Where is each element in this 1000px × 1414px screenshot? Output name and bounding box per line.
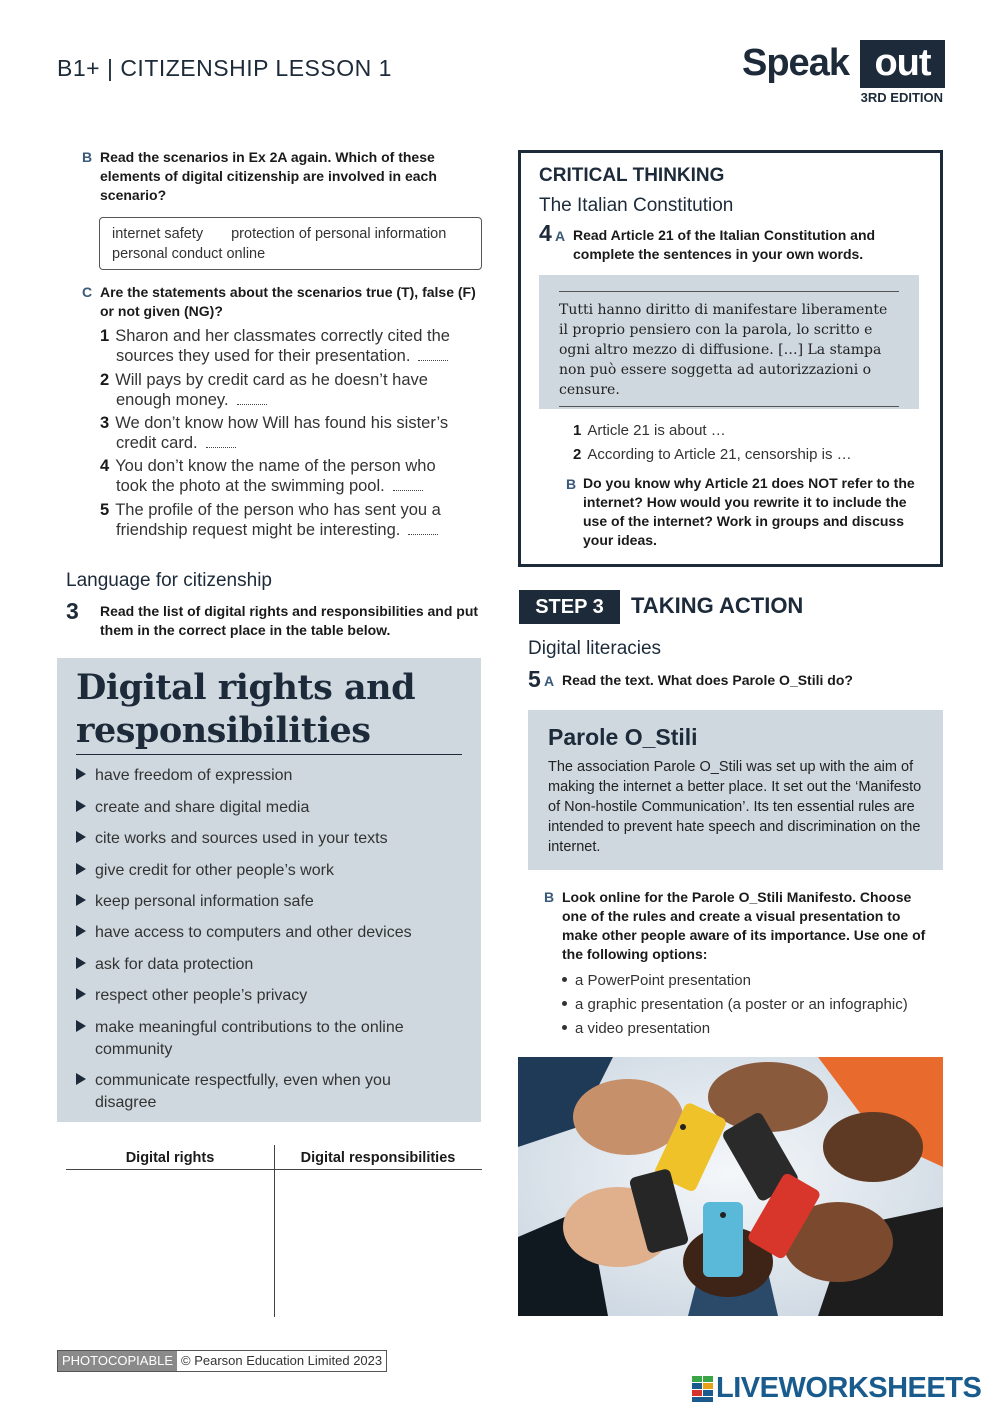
answer-blank[interactable] — [393, 490, 423, 491]
rights-list-item: keep personal information safe — [76, 891, 456, 913]
rights-list-item: make meaningful contributions to the online community — [76, 1017, 456, 1061]
logo-word-out: out — [860, 40, 945, 88]
element-option: internet safety — [112, 226, 204, 242]
step-title: TAKING ACTION — [631, 593, 804, 618]
article-quote: Tutti hanno diritto di manifestare liberamente il proprio pensiero con la parola, lo scritto e ogni altro mezzo di diffusione. […] La stampa non può essere soggetta ad autorizzazioni o censure. — [559, 291, 899, 407]
answer-blank[interactable] — [418, 360, 448, 361]
ex5a-letter: A — [544, 673, 555, 689]
rights-list-item: have access to computers and other devices — [76, 922, 456, 944]
ex4-number: 4 — [539, 220, 552, 246]
rights-table — [66, 1145, 482, 1317]
ex3-instruction: Read the list of digital rights and responsibilities and put them in the correct place in the table below. — [100, 603, 479, 638]
triangle-bullet-icon — [76, 800, 86, 812]
ex5b-instruction: Look online for the Parole O_Stili Manifesto. Choose one of the rules and create a visual presentation to make other people aware of its importance. Use one of the following options: — [562, 889, 926, 962]
statement-item: 3 We don’t know how Will has found his sister’s credit card. — [100, 414, 449, 452]
ex5-number: 5 — [528, 666, 541, 692]
bullet-dot-icon — [562, 1025, 567, 1030]
triangle-bullet-icon — [76, 1020, 86, 1032]
triangle-bullet-icon — [76, 894, 86, 906]
ex4b-letter: B — [566, 476, 577, 492]
ex2b-letter: B — [82, 149, 93, 165]
ex3-number: 3 — [66, 598, 79, 624]
rights-list-item: cite works and sources used in your texts — [76, 828, 456, 850]
statement-number: 3 — [100, 414, 110, 432]
logo-word-speak: Speak — [742, 42, 849, 84]
answer-blank[interactable] — [206, 447, 236, 448]
statement-number: 2 — [100, 371, 110, 389]
rights-panel-title: Digital rights and responsibilities — [76, 666, 462, 755]
rights-list-item: respect other people’s privacy — [76, 985, 456, 1007]
liveworksheets-logo-icon — [692, 1376, 714, 1402]
responsibilities-drop-area[interactable] — [276, 1171, 482, 1317]
triangle-bullet-icon — [76, 768, 86, 780]
ex5a-instruction: Read the text. What does Parole O_Stili do? — [562, 672, 853, 688]
statement-item: 5 The profile of the person who has sent you a friendship request might be interesting. — [100, 501, 441, 539]
statement-item: 2 Will pays by credit card as he doesn’t have enough money. — [100, 371, 428, 409]
article-quote-box — [539, 275, 919, 409]
bullet-dot-icon — [562, 1001, 567, 1006]
lesson-title: B1+ | CITIZENSHIP LESSON 1 — [57, 55, 392, 81]
language-heading: Language for citizenship — [66, 570, 272, 591]
sentence-item: 1 Article 21 is about … — [573, 422, 726, 439]
ex2b-instruction: Read the scenarios in Ex 2A again. Which of these elements of digital citizenship are involved in each scenario? — [100, 149, 437, 203]
photo-illustration — [518, 1057, 943, 1316]
ex2c-letter: C — [82, 284, 93, 300]
watermark-text: LIVEWORKSHEETS — [716, 1372, 982, 1404]
logo-edition: 3RD EDITION — [860, 90, 943, 105]
sentence-item: 2 According to Article 21, censorship is … — [573, 446, 852, 463]
speakout-logo — [742, 40, 947, 110]
triangle-bullet-icon — [76, 1073, 86, 1085]
critical-thinking-heading: CRITICAL THINKING — [539, 165, 725, 186]
critical-thinking-box — [518, 150, 943, 567]
statement-number: 4 — [100, 457, 110, 475]
footer — [57, 1350, 387, 1372]
ex4b-instruction: Do you know why Article 21 does NOT refer to the internet? How would you rewrite it to include the use of the internet? Work in groups and discuss your ideas. — [583, 475, 915, 548]
parole-title: Parole O_Stili — [548, 724, 698, 750]
elements-box — [99, 217, 482, 270]
digital-literacies-heading: Digital literacies — [528, 638, 662, 659]
rights-panel — [57, 658, 481, 1122]
bullet-dot-icon — [562, 977, 567, 982]
ex4a-letter: A — [555, 228, 566, 244]
parole-box — [528, 710, 943, 870]
rights-list-item: give credit for other people’s work — [76, 860, 456, 882]
table-divider — [274, 1145, 275, 1317]
parole-text: The association Parole O_Stili was set up with the aim of making the internet a better place. It set out the ‘Manifesto of Non-hostile Communication’. Its ten essential rules are intended to prevent hate speech and discrimination on the internet. — [548, 759, 922, 855]
triangle-bullet-icon — [76, 863, 86, 875]
ex2c-instruction: Are the statements about the scenarios true (T), false (F) or not given (NG)? — [100, 284, 476, 319]
statement-item: 1 Sharon and her classmates correctly cited the sources they used for their presentation. — [100, 327, 450, 365]
triangle-bullet-icon — [76, 831, 86, 843]
ex4a-instruction: Read Article 21 of the Italian Constitution and complete the sentences in your own words. — [573, 227, 876, 262]
statement-number: 5 — [100, 501, 110, 519]
option-item: a video presentation — [562, 1020, 710, 1037]
statement-item: 4 You don’t know the name of the person who took the photo at the swimming pool. — [100, 457, 436, 495]
rights-list-item: create and share digital media — [76, 797, 456, 819]
answer-blank[interactable] — [237, 404, 267, 405]
triangle-bullet-icon — [76, 957, 86, 969]
answer-blank[interactable] — [408, 534, 438, 535]
option-item: a graphic presentation (a poster or an infographic) — [562, 996, 908, 1013]
critical-thinking-subheading: The Italian Constitution — [539, 195, 734, 216]
rights-list-item: ask for data protection — [76, 954, 456, 976]
photocopiable-label: PHOTOCOPIABLE — [58, 1351, 177, 1371]
statement-number: 1 — [100, 327, 110, 345]
element-option: personal conduct online — [112, 246, 266, 262]
triangle-bullet-icon — [76, 925, 86, 937]
option-item: a PowerPoint presentation — [562, 972, 751, 989]
rights-drop-area[interactable] — [66, 1171, 273, 1317]
rights-list-item: have freedom of expression — [76, 765, 456, 787]
copyright-text: © Pearson Education Limited 2023 — [181, 1353, 383, 1368]
element-option: protection of personal information — [231, 226, 447, 242]
ex5b-letter: B — [544, 889, 555, 905]
table-header-rights: Digital rights — [125, 1150, 215, 1166]
rights-list-item: communicate respectfully, even when you disagree — [76, 1070, 456, 1114]
triangle-bullet-icon — [76, 988, 86, 1000]
smartphones-photo — [518, 1057, 943, 1316]
step-badge: STEP 3 — [519, 590, 620, 624]
table-header-responsibilities: Digital responsibilities — [300, 1150, 456, 1166]
